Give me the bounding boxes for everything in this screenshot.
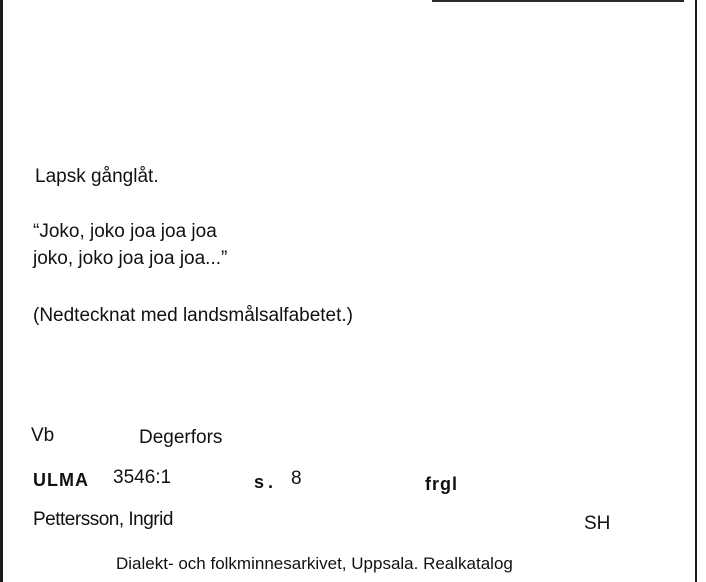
- category-code: frgl: [425, 474, 458, 494]
- region-code: Vb: [31, 425, 55, 446]
- card-left-edge: [0, 0, 3, 582]
- card-right-edge: [695, 0, 697, 582]
- archive-footer: Dialekt- och folkminnesarkivet, Uppsala. Realkatalog: [116, 554, 513, 573]
- place-name: Degerfors: [139, 427, 223, 448]
- recorder-initials: SH: [584, 513, 611, 534]
- card-title: Lapsk gånglåt.: [35, 166, 159, 187]
- verse-line-2: joko, joko joa joa joa...”: [33, 248, 228, 269]
- accession-number: 3546:1: [113, 467, 172, 488]
- person-name: Pettersson, Ingrid: [33, 509, 173, 530]
- transcription-note: (Nedtecknat med landsmålsalfabetet.): [33, 305, 353, 326]
- page-number: 8: [291, 468, 302, 489]
- archive-code: ULMA: [33, 470, 89, 490]
- verse-line-1: “Joko, joko joa joa joa: [33, 221, 217, 242]
- card-top-edge: [432, 0, 684, 2]
- page-label: s.: [254, 472, 278, 492]
